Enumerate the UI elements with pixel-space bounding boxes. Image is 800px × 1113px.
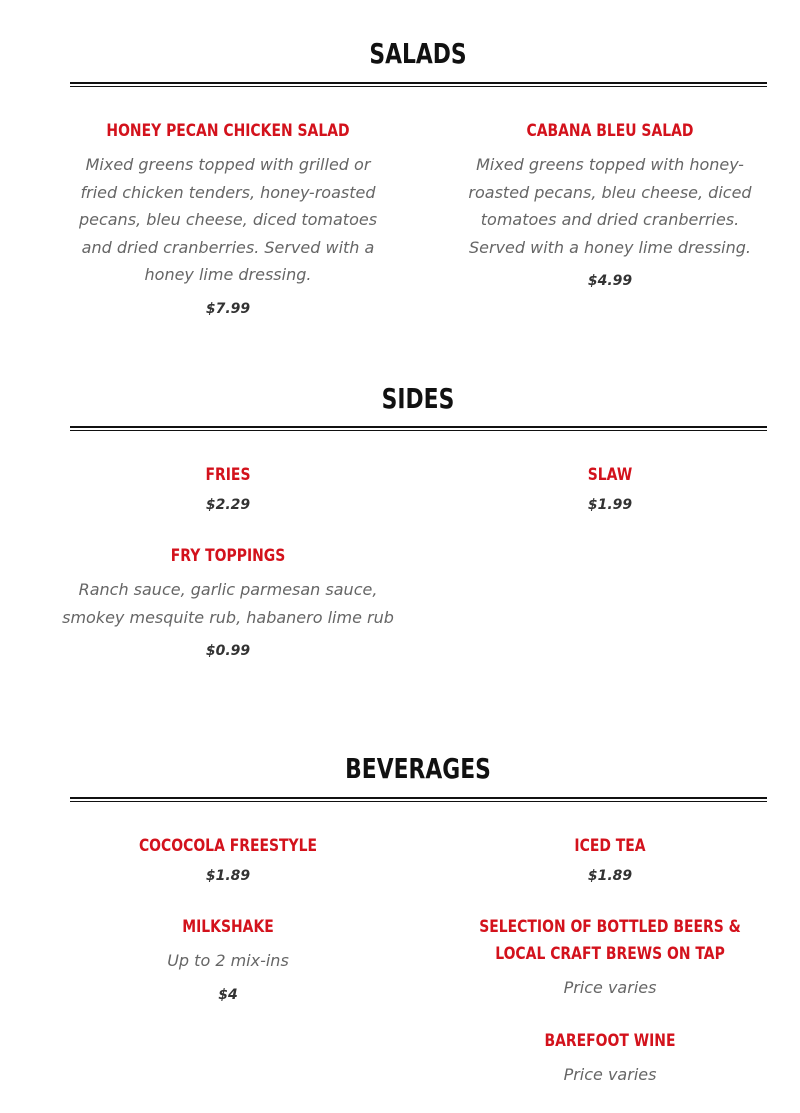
item-name: BAREFOOT WINE — [544, 1031, 676, 1051]
item-name: SELECTION OF BOTTLED BEERS & LOCAL CRAFT BREWS ON TAP — [479, 917, 741, 964]
menu-item-bottled-beers-craft-brews — [452, 914, 768, 1002]
section-divider — [70, 797, 767, 802]
item-name: FRY TOPPINGS — [170, 546, 286, 566]
item-name: MILKSHAKE — [182, 917, 274, 937]
item-name: CABANA BLEU SALAD — [526, 121, 694, 141]
item-name: ICED TEA — [574, 836, 646, 856]
menu-item-cabana-bleu-salad — [452, 118, 768, 291]
item-name: COCOCOLA FREESTYLE — [138, 836, 318, 856]
section-title-salads: SALADS — [369, 37, 467, 70]
item-price: $4.99 — [587, 273, 633, 289]
item-price: $4 — [218, 986, 238, 1003]
menu-item-iced-tea — [452, 833, 768, 886]
item-description: Price varies — [563, 978, 657, 997]
item-description: Price varies — [563, 1065, 657, 1084]
menu-item-milkshake — [70, 914, 386, 1005]
item-price: $1.99 — [587, 497, 633, 513]
item-price: $1.89 — [205, 868, 251, 884]
section-title-sides: SIDES — [381, 382, 455, 415]
item-price: $7.99 — [205, 300, 251, 317]
item-description: Mixed greens topped with honey-roasted pecans, bleu cheese, diced tomatoes and dried cranberries. Served with a honey lime dressing. — [468, 155, 752, 257]
item-description: Ranch sauce, garlic parmesan sauce, smokey mesquite rub, habanero lime rub — [62, 580, 394, 627]
item-price: $0.99 — [205, 643, 251, 659]
section-divider — [70, 82, 767, 87]
item-description: Mixed greens topped with grilled or fried chicken tenders, honey-roasted pecans, bleu cheese, diced tomatoes and dried cranberries. Served with a honey lime dressing. — [78, 155, 378, 284]
menu-item-slaw — [452, 462, 768, 515]
menu-item-honey-pecan-chicken-salad — [70, 118, 386, 319]
item-name: HONEY PECAN CHICKEN SALAD — [106, 121, 350, 141]
menu-item-cococola-freestyle — [70, 833, 386, 886]
section-divider — [70, 426, 767, 431]
menu-item-fries — [70, 462, 386, 515]
menu-item-fry-toppings — [62, 543, 394, 661]
menu-item-barefoot-wine — [452, 1028, 768, 1089]
item-description: Up to 2 mix-ins — [167, 951, 289, 970]
section-title-beverages: BEVERAGES — [345, 752, 491, 785]
item-price: $2.29 — [205, 497, 251, 513]
item-price: $1.89 — [587, 868, 633, 884]
item-name: SLAW — [587, 465, 633, 485]
item-name: FRIES — [205, 465, 251, 485]
